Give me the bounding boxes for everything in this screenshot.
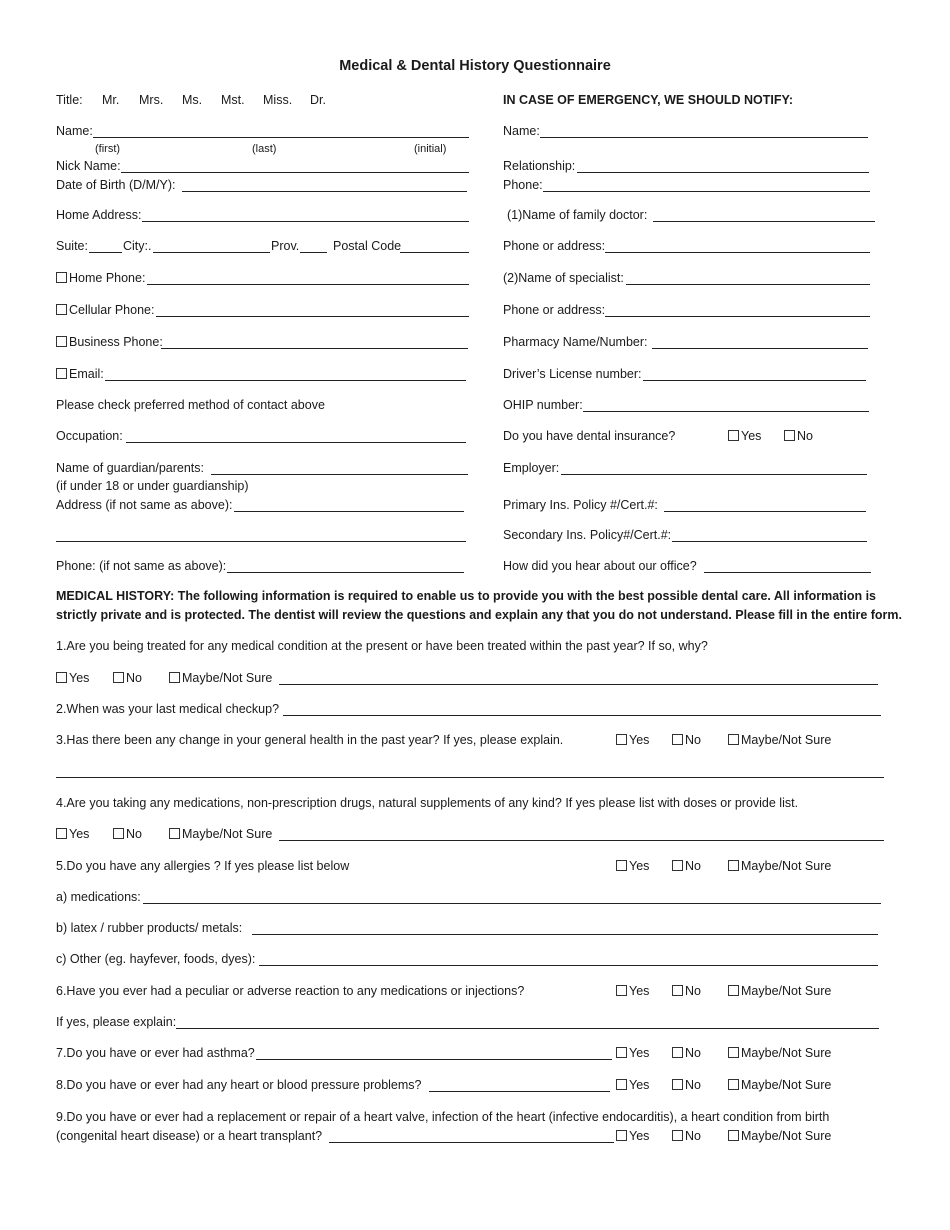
question-6: 6.Have you ever had a peculiar or adverse reaction to any medications or injections? — [56, 984, 525, 998]
title-option-mr[interactable]: Mr. — [102, 93, 120, 107]
q9-answer-field[interactable] — [329, 1142, 614, 1143]
q7-yes-label: Yes — [629, 1046, 650, 1060]
emergency-phone-label: Phone: — [503, 178, 543, 192]
q7-maybe-label: Maybe/Not Sure — [741, 1046, 832, 1060]
dental-insurance-yes-label: Yes — [741, 429, 762, 443]
email-label: Email: — [69, 367, 104, 381]
primary-ins-label: Primary Ins. Policy #/Cert.#: — [503, 498, 658, 512]
cellular-phone-label: Cellular Phone: — [69, 303, 155, 317]
occupation-field[interactable] — [126, 442, 466, 443]
ohip-label: OHIP number: — [503, 398, 583, 412]
q3-yes-label: Yes — [629, 733, 650, 747]
city-label: City:. — [123, 239, 152, 253]
question-9-line1: 9.Do you have or ever had a replacement or repair of a heart valve, infection of the heart (infective endocarditis), a heart condition from birth — [56, 1110, 830, 1124]
pharmacy-field[interactable] — [652, 348, 868, 349]
hear-about-label: How did you hear about our office? — [503, 559, 697, 573]
q5c-label: c) Other (eg. hayfever, foods, dyes): — [56, 952, 256, 966]
q8-maybe-label: Maybe/Not Sure — [741, 1078, 832, 1092]
q7-yes-checkbox[interactable] — [616, 1047, 627, 1058]
q7-maybe-checkbox[interactable] — [728, 1047, 739, 1058]
q4-answer-field[interactable] — [279, 840, 884, 841]
title-option-mrs[interactable]: Mrs. — [139, 93, 164, 107]
business-phone-label: Business Phone: — [69, 335, 163, 349]
q7-no-label: No — [685, 1046, 701, 1060]
dental-insurance-label: Do you have dental insurance? — [503, 429, 676, 443]
q5-maybe-checkbox[interactable] — [728, 860, 739, 871]
q6-explain-field[interactable] — [176, 1028, 879, 1029]
question-2: 2.When was your last medical checkup? — [56, 702, 280, 716]
employer-field[interactable] — [561, 474, 867, 475]
q4-maybe-label: Maybe/Not Sure — [182, 827, 273, 841]
q3-answer-field[interactable] — [56, 777, 884, 778]
business-phone-field[interactable] — [161, 348, 468, 349]
business-phone-checkbox[interactable] — [56, 336, 67, 347]
relationship-field[interactable] — [577, 172, 869, 173]
secondary-ins-label: Secondary Ins. Policy#/Cert.#: — [503, 528, 672, 542]
q6-no-label: No — [685, 984, 701, 998]
q8-yes-checkbox[interactable] — [616, 1079, 627, 1090]
primary-ins-field[interactable] — [664, 511, 866, 512]
q3-no-checkbox[interactable] — [672, 734, 683, 745]
q1-yes-checkbox[interactable] — [56, 672, 67, 683]
q5a-label: a) medications: — [56, 890, 141, 904]
q9-yes-checkbox[interactable] — [616, 1130, 627, 1141]
q5b-field[interactable] — [252, 934, 878, 935]
name-last-caption: (last) — [252, 143, 277, 155]
name-initial-caption: (initial) — [414, 143, 447, 155]
q5-yes-checkbox[interactable] — [616, 860, 627, 871]
postal-code-field[interactable] — [400, 252, 469, 253]
contact-method-note: Please check preferred method of contact above — [56, 398, 325, 412]
dental-insurance-no-checkbox[interactable] — [784, 430, 795, 441]
q1-yes-label: Yes — [69, 671, 90, 685]
guardian-field[interactable] — [211, 474, 468, 475]
emergency-header: IN CASE OF EMERGENCY, WE SHOULD NOTIFY: — [503, 93, 794, 107]
q4-no-checkbox[interactable] — [113, 828, 124, 839]
doctor-phone-label: Phone or address: — [503, 239, 606, 253]
dob-field[interactable] — [182, 191, 467, 192]
guardian-note: (if under 18 or under guardianship) — [56, 479, 249, 493]
title-option-ms[interactable]: Ms. — [182, 93, 203, 107]
home-phone-checkbox[interactable] — [56, 272, 67, 283]
q3-yes-checkbox[interactable] — [616, 734, 627, 745]
prov-label: Prov. — [271, 239, 300, 253]
q8-yes-label: Yes — [629, 1078, 650, 1092]
q5-yes-label: Yes — [629, 859, 650, 873]
specialist-field[interactable] — [626, 284, 870, 285]
q8-maybe-checkbox[interactable] — [728, 1079, 739, 1090]
specialist-label: (2)Name of specialist: — [503, 271, 624, 285]
emergency-name-field[interactable] — [540, 137, 868, 138]
doctor-phone-field[interactable] — [605, 252, 870, 253]
q7-no-checkbox[interactable] — [672, 1047, 683, 1058]
alt-phone-field[interactable] — [227, 572, 464, 573]
question-7: 7.Do you have or ever had asthma? — [56, 1046, 255, 1060]
emergency-phone-field[interactable] — [543, 191, 870, 192]
email-checkbox[interactable] — [56, 368, 67, 379]
drivers-license-field[interactable] — [643, 380, 866, 381]
hear-about-field[interactable] — [704, 572, 871, 573]
q2-answer-field[interactable] — [283, 715, 881, 716]
home-address-label: Home Address: — [56, 208, 142, 222]
q5c-field[interactable] — [259, 965, 878, 966]
q4-no-label: No — [126, 827, 142, 841]
q3-maybe-label: Maybe/Not Sure — [741, 733, 832, 747]
q8-answer-field[interactable] — [429, 1091, 610, 1092]
family-doctor-label: (1)Name of family doctor: — [507, 208, 648, 222]
question-3: 3.Has there been any change in your general health in the past year? If yes, please explain. — [56, 733, 564, 747]
q7-answer-field[interactable] — [256, 1059, 612, 1060]
prov-field[interactable] — [300, 252, 327, 253]
suite-field[interactable] — [89, 252, 122, 253]
name-first-caption: (first) — [95, 143, 121, 155]
cellular-phone-checkbox[interactable] — [56, 304, 67, 315]
q6-yes-checkbox[interactable] — [616, 985, 627, 996]
alt-address-label: Address (if not same as above): — [56, 498, 233, 512]
q5a-field[interactable] — [143, 903, 881, 904]
ohip-field[interactable] — [583, 411, 869, 412]
dental-insurance-yes-checkbox[interactable] — [728, 430, 739, 441]
name-field[interactable] — [93, 137, 469, 138]
guardian-label: Name of guardian/parents: — [56, 461, 205, 475]
q4-yes-label: Yes — [69, 827, 90, 841]
cellular-phone-field[interactable] — [156, 316, 469, 317]
q6-maybe-checkbox[interactable] — [728, 985, 739, 996]
specialist-phone-label: Phone or address: — [503, 303, 606, 317]
email-field[interactable] — [105, 380, 466, 381]
q5-no-label: No — [685, 859, 701, 873]
q9-maybe-label: Maybe/Not Sure — [741, 1129, 832, 1143]
q1-maybe-checkbox[interactable] — [169, 672, 180, 683]
nick-name-label: Nick Name: — [56, 159, 121, 173]
q5b-label: b) latex / rubber products/ metals: — [56, 921, 243, 935]
occupation-label: Occupation: — [56, 429, 123, 443]
pharmacy-label: Pharmacy Name/Number: — [503, 335, 648, 349]
home-phone-label: Home Phone: — [69, 271, 146, 285]
q4-maybe-checkbox[interactable] — [169, 828, 180, 839]
alt-address-field-line2[interactable] — [56, 541, 466, 542]
title-option-dr[interactable]: Dr. — [310, 93, 326, 107]
family-doctor-field[interactable] — [653, 221, 875, 222]
drivers-license-label: Driver’s License number: — [503, 367, 642, 381]
medical-intro-line1: MEDICAL HISTORY: The following information is required to enable us to provide you with the best possible dental care. All information is — [56, 589, 876, 603]
home-phone-field[interactable] — [147, 284, 469, 285]
q4-yes-checkbox[interactable] — [56, 828, 67, 839]
q9-yes-label: Yes — [629, 1129, 650, 1143]
specialist-phone-field[interactable] — [605, 316, 870, 317]
title-label: Title: — [56, 93, 83, 107]
q9-maybe-checkbox[interactable] — [728, 1130, 739, 1141]
q1-maybe-label: Maybe/Not Sure — [182, 671, 273, 685]
q9-no-label: No — [685, 1129, 701, 1143]
title-option-mst[interactable]: Mst. — [221, 93, 245, 107]
q3-maybe-checkbox[interactable] — [728, 734, 739, 745]
q6-no-checkbox[interactable] — [672, 985, 683, 996]
q6-maybe-label: Maybe/Not Sure — [741, 984, 832, 998]
question-8: 8.Do you have or ever had any heart or blood pressure problems? — [56, 1078, 422, 1092]
q5-maybe-label: Maybe/Not Sure — [741, 859, 832, 873]
q1-no-checkbox[interactable] — [113, 672, 124, 683]
nick-name-field[interactable] — [121, 172, 469, 173]
q8-no-label: No — [685, 1078, 701, 1092]
q6-yes-label: Yes — [629, 984, 650, 998]
alt-address-field[interactable] — [234, 511, 464, 512]
medical-intro-line2: strictly private and is protected. The dentist will review the questions and explain any that you do not understand. Please fill in the entire form. — [56, 608, 902, 622]
q6-explain-label: If yes, please explain: — [56, 1015, 177, 1029]
employer-label: Employer: — [503, 461, 560, 475]
name-label: Name: — [56, 124, 93, 138]
emergency-name-label: Name: — [503, 124, 540, 138]
suite-label: Suite: — [56, 239, 88, 253]
q1-no-label: No — [126, 671, 142, 685]
secondary-ins-field[interactable] — [672, 541, 867, 542]
q1-answer-field[interactable] — [279, 684, 878, 685]
dental-insurance-no-label: No — [797, 429, 813, 443]
question-9-line2: (congenital heart disease) or a heart transplant? — [56, 1129, 323, 1143]
postal-code-label: Postal Code — [333, 239, 402, 253]
city-field[interactable] — [153, 252, 270, 253]
home-address-field[interactable] — [142, 221, 469, 222]
q8-no-checkbox[interactable] — [672, 1079, 683, 1090]
question-1: 1.Are you being treated for any medical condition at the present or have been treated within the past year? If so, why? — [56, 639, 708, 653]
page-title: Medical & Dental History Questionnaire — [339, 58, 611, 74]
dob-label: Date of Birth (D/M/Y): — [56, 178, 176, 192]
q5-no-checkbox[interactable] — [672, 860, 683, 871]
alt-phone-label: Phone: (if not same as above): — [56, 559, 227, 573]
relationship-label: Relationship: — [503, 159, 576, 173]
title-option-miss[interactable]: Miss. — [263, 93, 293, 107]
q9-no-checkbox[interactable] — [672, 1130, 683, 1141]
question-4: 4.Are you taking any medications, non-prescription drugs, natural supplements of any kind? If yes please list with doses or provide list. — [56, 796, 799, 810]
question-5: 5.Do you have any allergies ? If yes please list below — [56, 859, 350, 873]
q3-no-label: No — [685, 733, 701, 747]
